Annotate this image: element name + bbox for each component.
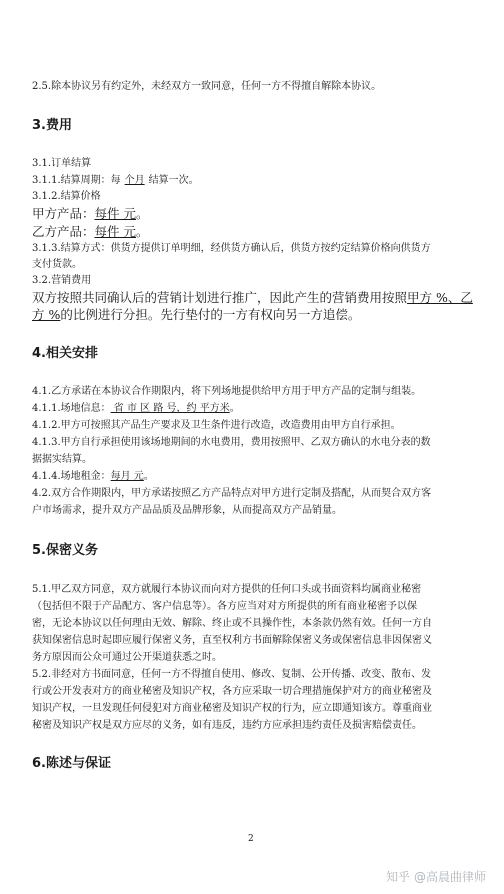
- clause-4-1-2: 4.1.2.甲方可按照其产品生产要求及卫生条件进行改造，改造费用由甲方自行承担。: [32, 420, 401, 431]
- text: 。: [136, 224, 149, 239]
- text: 4.1.1.场地信息：: [32, 403, 111, 414]
- blank-field: 个月: [124, 175, 145, 186]
- text: 结算一次。: [148, 175, 199, 186]
- section-4-heading: 4.相关安排: [32, 346, 98, 361]
- clause-5-2-cont-2: 知识产权，一旦发现任何侵犯对方商业秘密及知识产权的行为，应立即通知该方。尊重商业: [32, 703, 432, 714]
- watermark: 知乎 @高晨曲律师: [386, 870, 486, 884]
- clause-4-1-1: [32, 402, 240, 415]
- blank-field: 每件 元: [94, 206, 136, 221]
- clause-5-1-cont-2: 密，无论本协议以任何理由无效、解除、终止或不具操作性，本条款仍然有效。任何一方自: [32, 618, 432, 629]
- blank-field: 省 市 区 路 号，约 平方米: [110, 403, 230, 414]
- text: 。: [229, 403, 240, 414]
- clause-4-1-3: 4.1.3.甲方自行承担使用该场地期间的水电费用，费用按照甲、乙双方确认的水电分表的数: [32, 437, 431, 448]
- clause-3-1: 3.1.订单结算: [32, 158, 92, 169]
- clause-4-1-3-cont: 据据实结算。: [32, 454, 92, 465]
- clause-5-1-cont-4: 务方原因而公众可通过公开渠道获悉之时。: [32, 652, 222, 663]
- clause-3-2: 3.2.营销费用: [32, 275, 92, 286]
- text: 的比例进行分担。先行垫付的一方有权向另一方追偿。: [60, 307, 361, 322]
- clause-3-1-3: 3.1.3.结算方式：供货方提供订单明细，经供货方确认后，供货方按约定结算价格向供货方: [32, 243, 431, 254]
- blank-field: 甲方 %、乙: [407, 290, 473, 305]
- clause-3-1-3-cont: 支付货款。: [32, 259, 82, 270]
- clause-4-2: 4.2.双方合作期限内，甲方承诺按照乙方产品特点对甲方进行定制及搭配，从而契合双方客: [32, 488, 432, 499]
- clause-4-1: 4.1.乙方承诺在本协议合作期限内，将下列场地提供给甲方用于甲方产品的定制与组装。: [32, 386, 422, 397]
- clause-4-1-4: [32, 470, 154, 483]
- clause-3-1-2: 3.1.2.结算价格: [32, 191, 101, 202]
- text: 。: [136, 206, 149, 221]
- blank-field: 每件 元: [94, 224, 136, 239]
- blank-field: 方 %: [32, 307, 61, 322]
- text: 乙方产品：: [32, 224, 95, 239]
- blank-field: 每月 元: [110, 471, 144, 482]
- page-number: 2: [248, 834, 254, 844]
- clause-5-1-cont-3: 获知保密信息时起即应履行保密义务，直至权利方书面解除保密义务或保密信息非因保密义: [32, 635, 432, 646]
- price-line-b: [32, 224, 149, 240]
- clause-5-1-cont-1: （包括但不限于产品配方、客户信息等）。各方应当对对方所提供的所有商业秘密予以保: [32, 601, 417, 612]
- text: 甲方产品：: [32, 206, 95, 221]
- marketing-line-1: [32, 290, 473, 306]
- text: 3.1.1.结算周期：每: [32, 175, 121, 186]
- price-line-a: [32, 206, 149, 222]
- text: 双方按照共同确认后的营销计划进行推广，因此产生的营销费用按照: [32, 290, 408, 305]
- clause-4-2-cont: 户市场需求，提升双方产品品质及品牌形象，从而提高双方产品销量。: [32, 505, 342, 516]
- section-3-heading: 3.费用: [32, 118, 72, 133]
- clause-5-2-cont-3: 秘密及知识产权是双方应尽的义务，如有违反，违约方应承担违约责任及损害赔偿责任。: [32, 720, 422, 731]
- clause-2-5: 2.5.除本协议另有约定外，未经双方一致同意，任何一方不得擅自解除本协议。: [32, 81, 382, 92]
- text: 4.1.4.场地租金：: [32, 471, 111, 482]
- text: 。: [143, 471, 154, 482]
- clause-3-1-1: [32, 174, 199, 187]
- clause-5-1: 5.1.甲乙双方同意，双方就履行本协议而向对方提供的任何口头或书面资料均属商业秘密: [32, 584, 422, 595]
- marketing-line-2: [32, 307, 360, 323]
- clause-5-2: 5.2.非经对方书面同意，任何一方不得擅自使用、修改、复制、公开传播、改变、散布、发: [32, 669, 432, 680]
- section-6-heading: 6.陈述与保证: [32, 756, 111, 771]
- section-5-heading: 5.保密义务: [32, 543, 98, 558]
- clause-5-2-cont-1: 行或公开发表对方的商业秘密及知识产权，各方应采取一切合理措施保护对方的商业秘密及: [32, 686, 432, 697]
